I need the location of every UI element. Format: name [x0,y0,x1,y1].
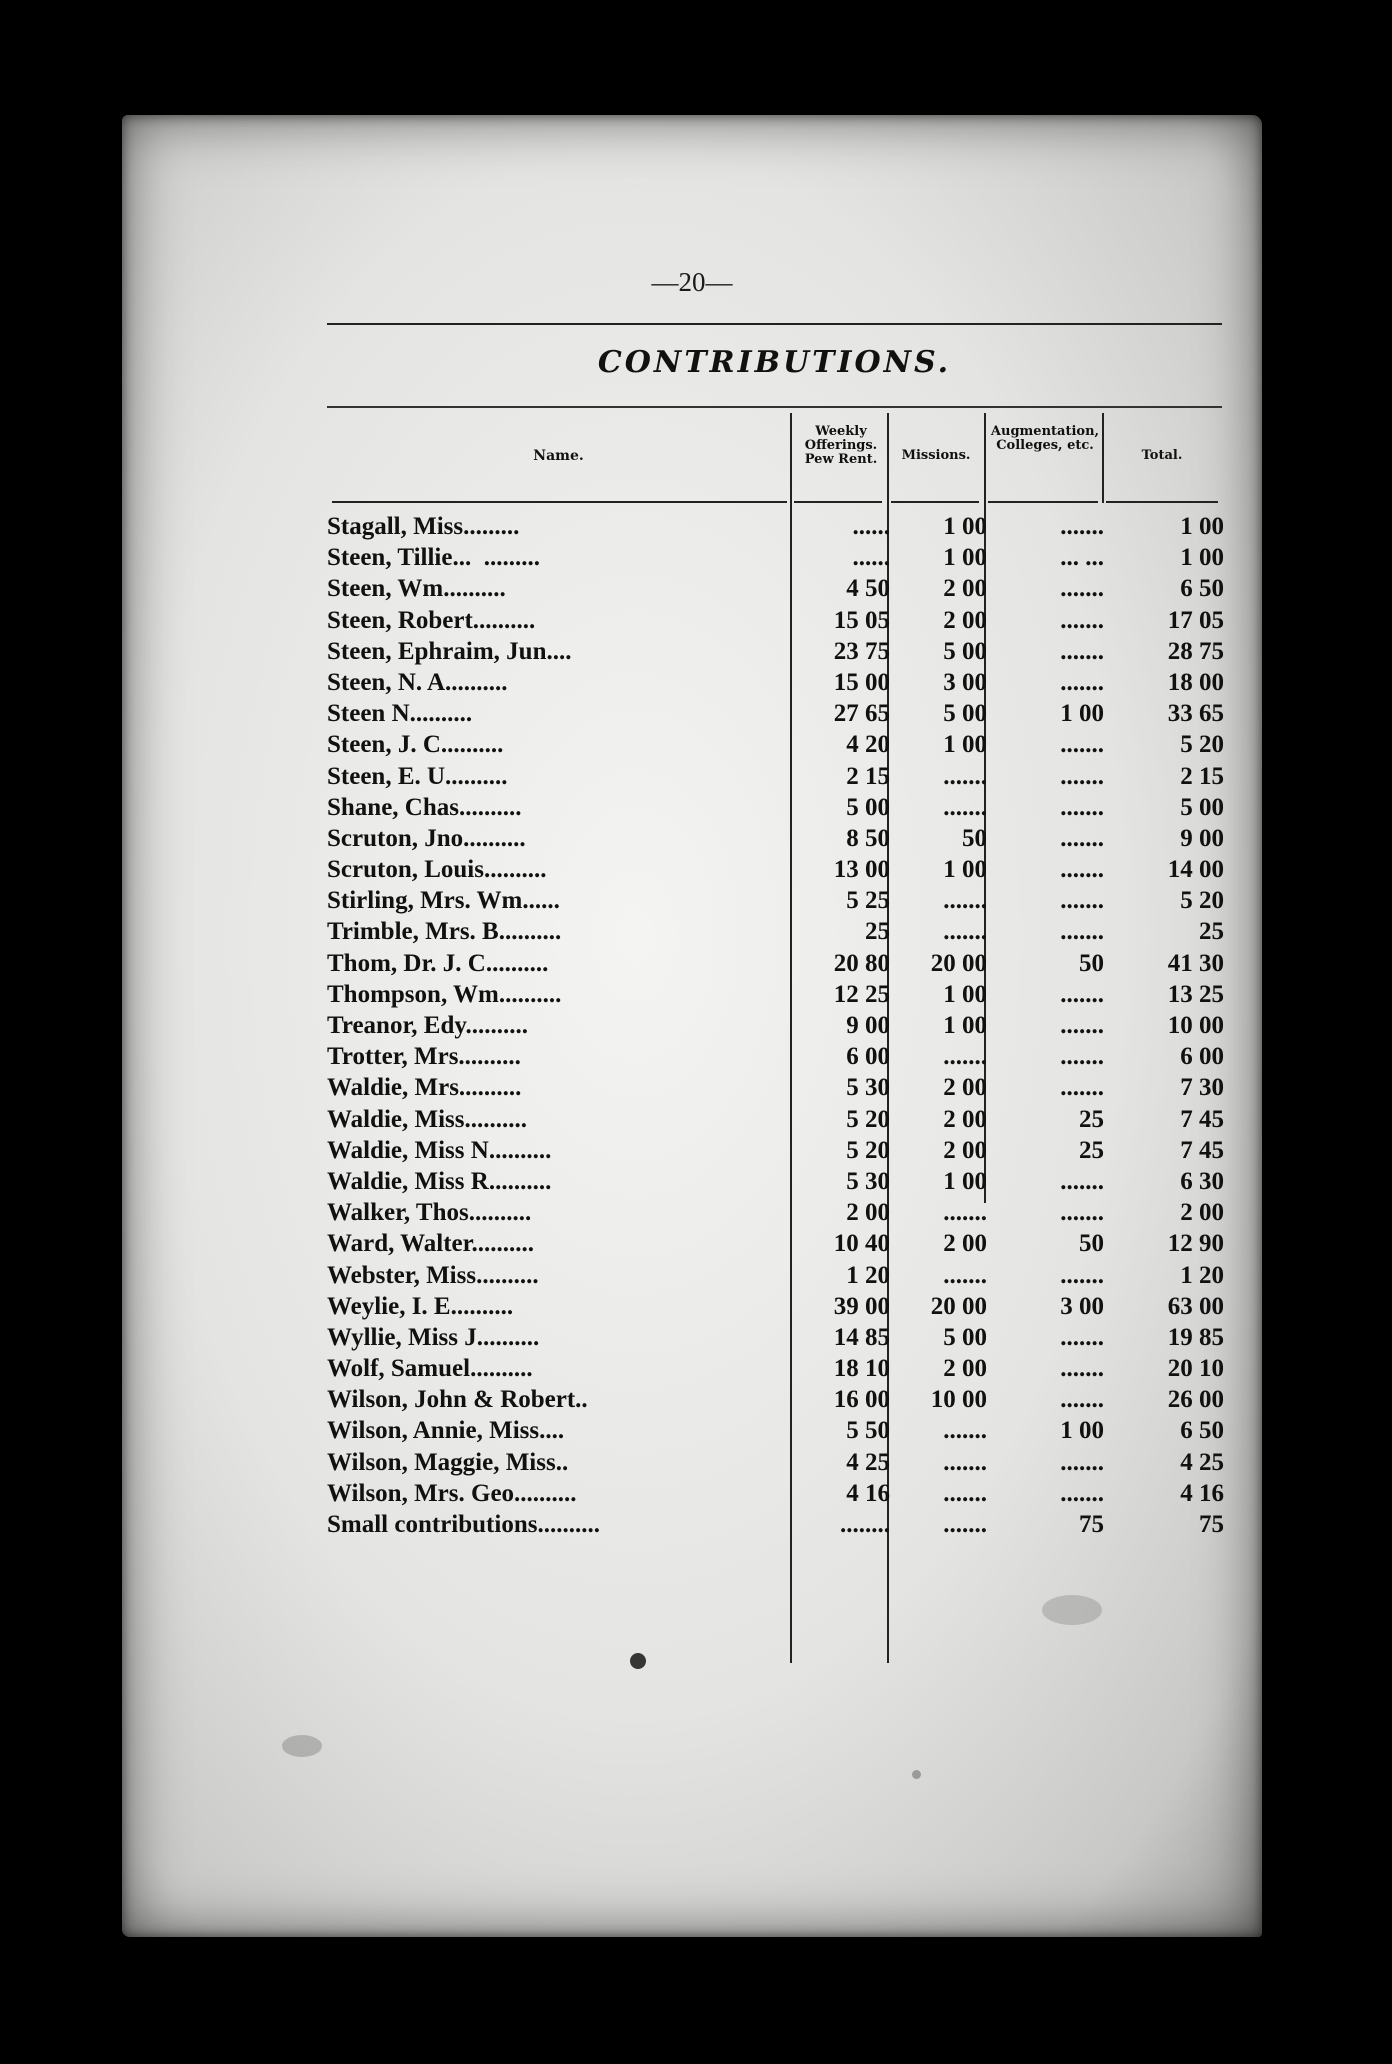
total-cell: 2 00 [1180,1199,1224,1227]
missions-cell: 1 00 [943,1167,987,1195]
table-row [327,542,1222,573]
contributor-name: Waldie, Mrs.......... [327,1074,522,1102]
top-rule [327,323,1222,325]
total-cell: 5 20 [1180,731,1224,759]
augmentation-cell: ....... [1060,793,1104,821]
augmentation-cell: ....... [1060,856,1104,884]
contributor-name: Steen, Tillie... ......... [327,544,540,572]
weekly-offerings-cell: ........ [840,1511,890,1538]
weekly-offerings-cell: 9 00 [846,1012,890,1039]
header-underline [1106,501,1218,503]
weekly-offerings-cell: 4 25 [846,1448,890,1476]
augmentation-cell: ....... [1060,668,1104,696]
weekly-offerings-cell: 5 00 [846,793,890,821]
augmentation-cell: ....... [1060,637,1104,665]
missions-cell: 1 00 [943,856,987,884]
weekly-offerings-cell: 5 25 [846,887,890,915]
table-row [327,605,1222,636]
table-row [327,1104,1222,1135]
augmentation-cell: ....... [1060,1043,1104,1071]
weekly-offerings-cell: 23 75 [833,637,890,665]
title-rule [327,406,1222,408]
weekly-offerings-cell: 5 30 [846,1167,890,1195]
total-cell: 6 50 [1180,1417,1224,1445]
missions-cell: ....... [943,918,987,946]
missions-cell: 2 00 [943,1105,987,1133]
weekly-offerings-cell: ...... [852,513,890,540]
total-cell: 4 25 [1180,1448,1224,1476]
augmentation-cell: ....... [1060,1074,1104,1102]
total-cell: 5 20 [1180,887,1224,915]
total-cell: 20 10 [1167,1355,1224,1383]
table-row [327,729,1222,760]
table-row [327,1072,1222,1103]
missions-cell: 2 00 [943,1136,987,1164]
weekly-offerings-cell: 5 20 [846,1136,890,1164]
column-header-augmentation: Augmentation, Colleges, etc. [990,424,1100,453]
table-row [327,1509,1222,1540]
missions-cell: 5 00 [943,637,987,665]
total-cell: 14 00 [1167,856,1224,884]
table-row [327,948,1222,979]
contributor-name: Stirling, Mrs. Wm...... [327,887,560,915]
missions-cell: ....... [943,1479,987,1507]
total-cell: 17 05 [1167,606,1224,634]
total-cell: 7 30 [1180,1074,1224,1102]
augmentation-cell: 1 00 [1060,1417,1104,1445]
table-header [327,415,1222,501]
augmentation-cell: ....... [1060,918,1104,946]
contributor-name: Wilson, Maggie, Miss.. [327,1448,569,1476]
missions-cell: 3 00 [943,668,987,696]
augmentation-cell: ....... [1060,1012,1104,1039]
weekly-offerings-cell: 12 25 [833,980,890,1008]
missions-cell: 20 00 [930,1292,987,1320]
contributor-name: Wyllie, Miss J.......... [327,1323,540,1351]
contributions-table [327,511,1222,1540]
column-header-name: Name. [533,448,584,464]
contributor-name: Steen, Robert.......... [327,606,536,634]
augmentation-cell: ... ... [1060,544,1104,572]
total-cell: 4 16 [1180,1479,1224,1507]
missions-cell: ....... [943,887,987,915]
missions-cell: 2 00 [943,606,987,634]
augmentation-cell: 50 [1079,1230,1104,1258]
weekly-offerings-cell: 5 30 [846,1074,890,1102]
column-divider [1102,413,1104,503]
augmentation-cell: ....... [1060,762,1104,790]
contributor-name: Steen, Ephraim, Jun.... [327,637,572,665]
augmentation-cell: ....... [1060,980,1104,1008]
total-cell: 6 50 [1180,575,1224,603]
missions-cell: ....... [943,1199,987,1227]
augmentation-cell: 50 [1079,949,1104,977]
contributor-name: Trimble, Mrs. B.......... [327,918,562,946]
table-row [327,667,1222,698]
missions-cell: ....... [943,1448,987,1476]
missions-cell: ....... [943,1417,987,1445]
table-row [327,1384,1222,1415]
missions-cell: ....... [943,1261,987,1289]
augmentation-cell: ....... [1060,1386,1104,1414]
header-underline [794,501,882,503]
contributor-name: Weylie, I. E.......... [327,1292,514,1320]
missions-cell: 10 00 [930,1386,987,1414]
weekly-offerings-cell: 1 20 [846,1261,890,1289]
weekly-offerings-cell: 27 65 [833,700,890,728]
contributor-name: Treanor, Edy.......... [327,1012,528,1039]
weekly-offerings-cell: 6 00 [846,1043,890,1071]
table-row [327,854,1222,885]
missions-cell: 1 00 [943,513,987,540]
table-row [327,792,1222,823]
weekly-offerings-cell: 2 15 [846,762,890,790]
contributor-name: Waldie, Miss N.......... [327,1136,552,1164]
weekly-offerings-cell: 5 50 [846,1417,890,1445]
contributor-name: Webster, Miss.......... [327,1261,539,1289]
table-row [327,698,1222,729]
contributor-name: Small contributions.......... [327,1511,600,1538]
missions-cell: ....... [943,762,987,790]
header-underline [332,501,787,503]
contributor-name: Thompson, Wm.......... [327,980,562,1008]
contributor-name: Trotter, Mrs.......... [327,1043,521,1071]
augmentation-cell: 75 [1079,1511,1104,1538]
missions-cell: ....... [943,1043,987,1071]
ink-stain [630,1653,646,1669]
total-cell: 6 00 [1180,1043,1224,1071]
table-row [327,1291,1222,1322]
column-header-missions: Missions. [901,448,971,463]
missions-cell: 20 00 [930,949,987,977]
total-cell: 1 20 [1180,1261,1224,1289]
weekly-offerings-cell: 20 80 [833,949,890,977]
table-row [327,636,1222,667]
page-title: CONTRIBUTIONS. [597,345,952,380]
augmentation-cell: ....... [1060,1199,1104,1227]
table-row [327,1135,1222,1166]
missions-cell: 2 00 [943,575,987,603]
total-cell: 1 00 [1180,544,1224,572]
total-cell: 9 00 [1180,824,1224,852]
missions-cell: 50 [962,824,987,852]
table-row [327,1166,1222,1197]
weekly-offerings-cell: ...... [852,544,890,572]
weekly-offerings-cell: 2 00 [846,1199,890,1227]
weekly-offerings-cell: 15 00 [833,668,890,696]
table-row [327,979,1222,1010]
augmentation-cell: ....... [1060,1261,1104,1289]
total-cell: 28 75 [1167,637,1224,665]
total-cell: 7 45 [1180,1105,1224,1133]
augmentation-cell: 3 00 [1060,1292,1104,1320]
contributor-name: Steen, J. C.......... [327,731,504,759]
table-row [327,885,1222,916]
contributor-name: Stagall, Miss......... [327,513,520,540]
table-row [327,1260,1222,1291]
table-row [327,823,1222,854]
weekly-offerings-cell: 4 50 [846,575,890,603]
contributor-name: Wilson, Annie, Miss.... [327,1417,565,1445]
contributor-name: Steen, Wm.......... [327,575,506,603]
table-row [327,511,1222,542]
missions-cell: 2 00 [943,1074,987,1102]
augmentation-cell: ....... [1060,513,1104,540]
total-cell: 12 90 [1167,1230,1224,1258]
table-row [327,1041,1222,1072]
augmentation-cell: 1 00 [1060,700,1104,728]
table-row [327,1447,1222,1478]
ink-stain [912,1770,921,1779]
augmentation-cell: ....... [1060,1448,1104,1476]
weekly-offerings-cell: 39 00 [833,1292,890,1320]
weekly-offerings-cell: 15 05 [833,606,890,634]
weekly-offerings-cell: 25 [865,918,890,946]
weekly-offerings-cell: 14 85 [833,1323,890,1351]
contributor-name: Thom, Dr. J. C.......... [327,949,549,977]
augmentation-cell: 25 [1079,1105,1104,1133]
contributor-name: Wilson, John & Robert.. [327,1386,588,1414]
total-cell: 41 30 [1167,949,1224,977]
contributor-name: Wolf, Samuel.......... [327,1355,533,1383]
table-row [327,1353,1222,1384]
contributor-name: Steen, E. U.......... [327,762,508,790]
ink-stain [1042,1595,1102,1625]
table-row [327,573,1222,604]
augmentation-cell: ....... [1060,731,1104,759]
missions-cell: 1 00 [943,980,987,1008]
total-cell: 7 45 [1180,1136,1224,1164]
missions-cell: ....... [943,793,987,821]
total-cell: 1 00 [1180,513,1224,540]
weekly-offerings-cell: 8 50 [846,824,890,852]
total-cell: 13 25 [1167,980,1224,1008]
contributor-name: Ward, Walter.......... [327,1230,534,1258]
table-row [327,1478,1222,1509]
weekly-offerings-cell: 10 40 [833,1230,890,1258]
page-number: —20— [651,267,733,297]
contributor-name: Waldie, Miss.......... [327,1105,528,1133]
total-cell: 5 00 [1180,793,1224,821]
contributor-name: Steen, N. A.......... [327,668,508,696]
total-cell: 26 00 [1167,1386,1224,1414]
missions-cell: 5 00 [943,700,987,728]
augmentation-cell: ....... [1060,1355,1104,1383]
missions-cell: 2 00 [943,1355,987,1383]
missions-cell: ....... [943,1511,987,1538]
weekly-offerings-cell: 4 16 [846,1479,890,1507]
augmentation-cell: 25 [1079,1136,1104,1164]
augmentation-cell: ....... [1060,1167,1104,1195]
table-row [327,1197,1222,1228]
weekly-offerings-cell: 16 00 [833,1386,890,1414]
total-cell: 25 [1199,918,1224,946]
augmentation-cell: ....... [1060,887,1104,915]
missions-cell: 5 00 [943,1323,987,1351]
header-underline [891,501,979,503]
augmentation-cell: ....... [1060,575,1104,603]
table-row [327,1322,1222,1353]
augmentation-cell: ....... [1060,1479,1104,1507]
weekly-offerings-cell: 13 00 [833,856,890,884]
document-page [122,115,1262,1937]
contributor-name: Wilson, Mrs. Geo.......... [327,1479,577,1507]
missions-cell: 1 00 [943,731,987,759]
weekly-offerings-cell: 5 20 [846,1105,890,1133]
total-cell: 63 00 [1167,1292,1224,1320]
augmentation-cell: ....... [1060,606,1104,634]
augmentation-cell: ....... [1060,824,1104,852]
total-cell: 2 15 [1180,762,1224,790]
column-header-total: Total. [1141,448,1183,463]
table-row [327,1415,1222,1446]
contributor-name: Scruton, Louis.......... [327,856,547,884]
weekly-offerings-cell: 18 10 [833,1355,890,1383]
ink-stain [282,1735,322,1757]
table-row [327,1228,1222,1259]
total-cell: 10 00 [1167,1012,1224,1039]
column-header-weekly: Weekly Offerings. Pew Rent. [804,424,878,467]
missions-cell: 2 00 [943,1230,987,1258]
contributor-name: Scruton, Jno.......... [327,824,526,852]
table-row [327,761,1222,792]
augmentation-cell: ....... [1060,1323,1104,1351]
table-row [327,916,1222,947]
weekly-offerings-cell: 4 20 [846,731,890,759]
missions-cell: 1 00 [943,1012,987,1039]
contributor-name: Walker, Thos.......... [327,1199,532,1227]
contributor-name: Shane, Chas.......... [327,793,522,821]
total-cell: 18 00 [1167,668,1224,696]
contributor-name: Steen N.......... [327,700,473,728]
total-cell: 33 65 [1167,700,1224,728]
total-cell: 75 [1199,1511,1224,1538]
contributor-name: Waldie, Miss R.......... [327,1167,552,1195]
missions-cell: 1 00 [943,544,987,572]
header-underline [988,501,1098,503]
table-row [327,1010,1222,1041]
total-cell: 6 30 [1180,1167,1224,1195]
total-cell: 19 85 [1167,1323,1224,1351]
